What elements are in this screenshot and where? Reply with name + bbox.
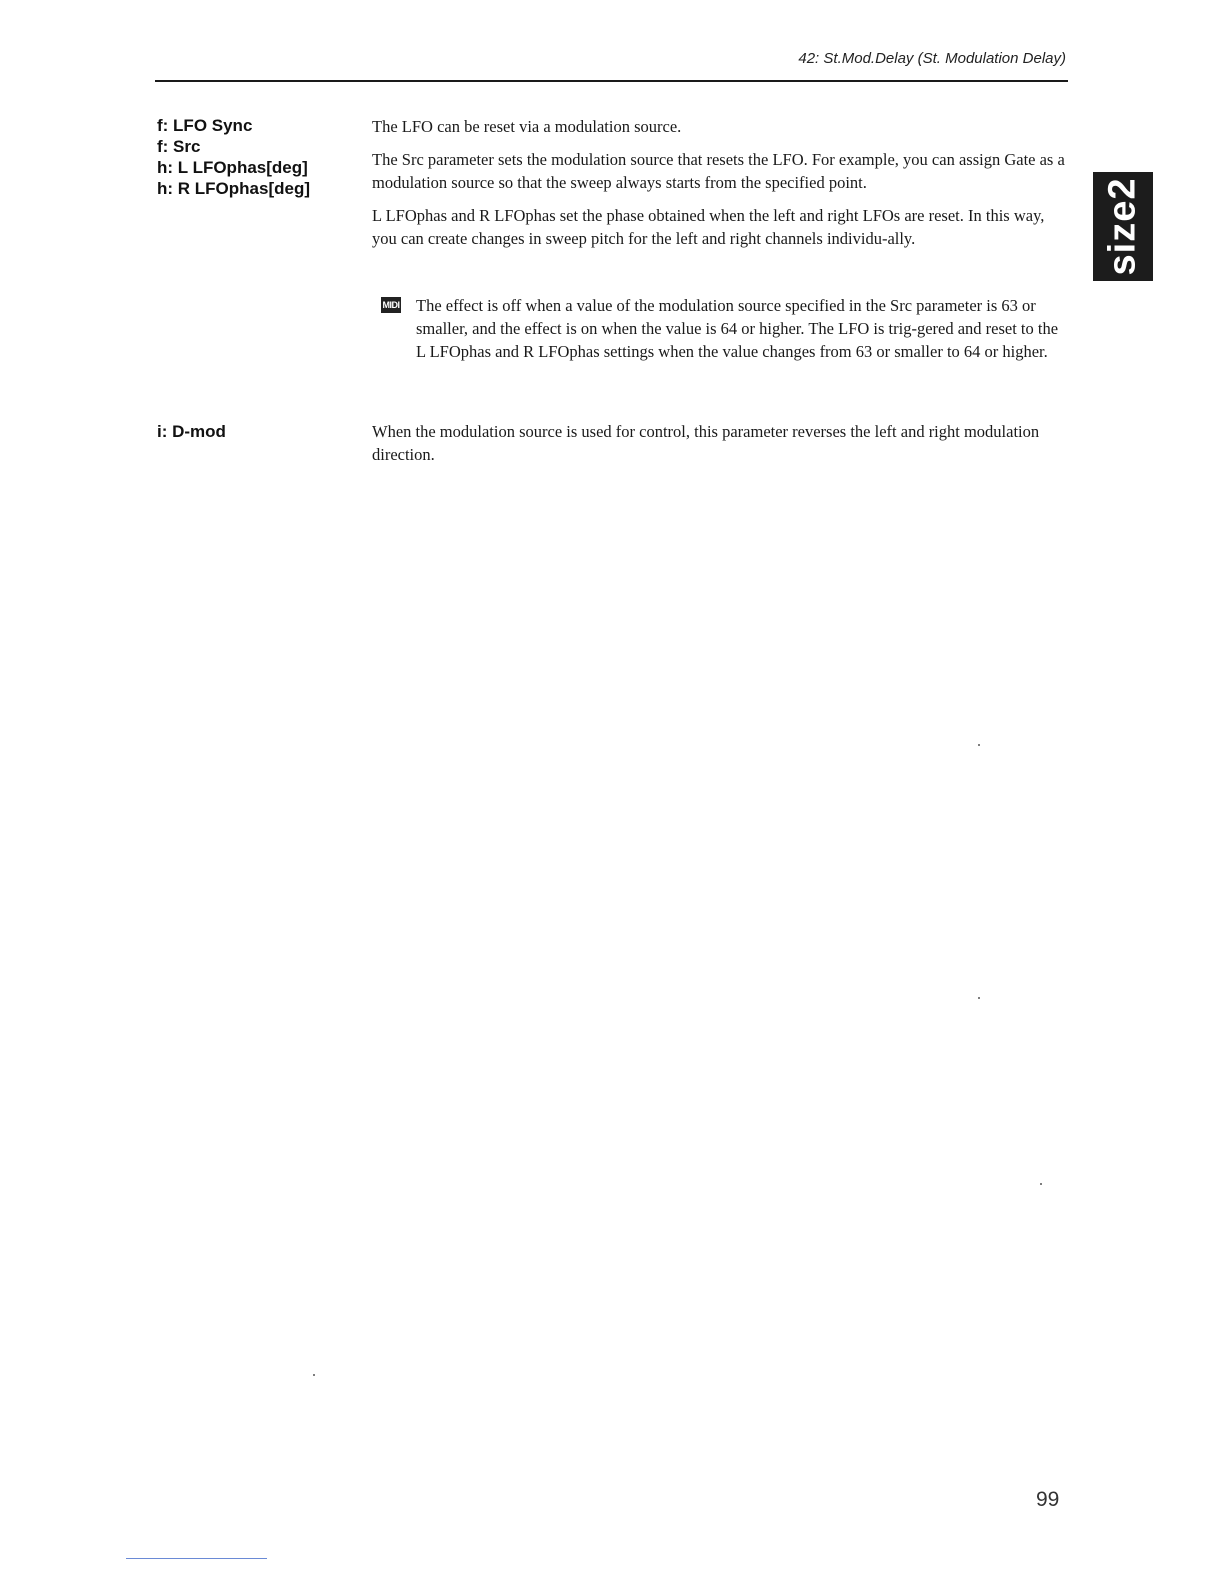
side-tab-label: size2 — [1101, 177, 1144, 276]
footer-rule — [126, 1558, 267, 1559]
scan-speck — [978, 744, 980, 746]
header-rule — [155, 80, 1068, 82]
description-paragraph: L LFOphas and R LFOphas set the phase obtained when the left and right LFOs are reset. In this way, you can create changes in sweep pitch for the left and right channels individu-ally. — [372, 206, 1045, 248]
scan-speck — [1040, 1183, 1042, 1185]
midi-note-text: The effect is off when a value of the modulation source specified in the Src parameter is 63 or smaller, and the effect is on when the value is 64 or higher. The LFO is trig-gered and reset to the L LFOphas and R LFOphas settings when the value changes from 63 or smaller to 64 or higher. — [416, 296, 1059, 361]
description-paragraph: The Src parameter sets the modulation source that resets the LFO. For example, you can assign Gate as a modulation source so that the sweep always starts from the specified point. — [372, 150, 1065, 192]
param-label: h: R LFOphas[deg] — [157, 179, 310, 198]
midi-icon: MIDI — [381, 297, 401, 313]
description-d-mod — [372, 420, 1068, 476]
midi-note — [381, 294, 1067, 363]
param-label: f: Src — [157, 137, 201, 156]
section-side-tab — [1093, 172, 1153, 281]
param-label: f: LFO Sync — [157, 116, 253, 135]
description-paragraph: The LFO can be reset via a modulation source. — [372, 117, 682, 136]
scan-speck — [313, 1374, 315, 1376]
param-label: i: D-mod — [157, 422, 226, 441]
param-label: h: L LFOphas[deg] — [157, 158, 308, 177]
description-lfo-sync — [372, 115, 1068, 260]
scan-speck — [978, 997, 980, 999]
param-labels-d-mod — [157, 421, 226, 442]
param-labels-lfo-sync — [157, 115, 310, 199]
page-number: 99 — [1036, 1488, 1060, 1511]
description-paragraph: When the modulation source is used for control, this parameter reverses the left and right modulation direction. — [372, 422, 1040, 464]
running-header-title: 42: St.Mod.Delay (St. Modulation Delay) — [798, 50, 1066, 67]
